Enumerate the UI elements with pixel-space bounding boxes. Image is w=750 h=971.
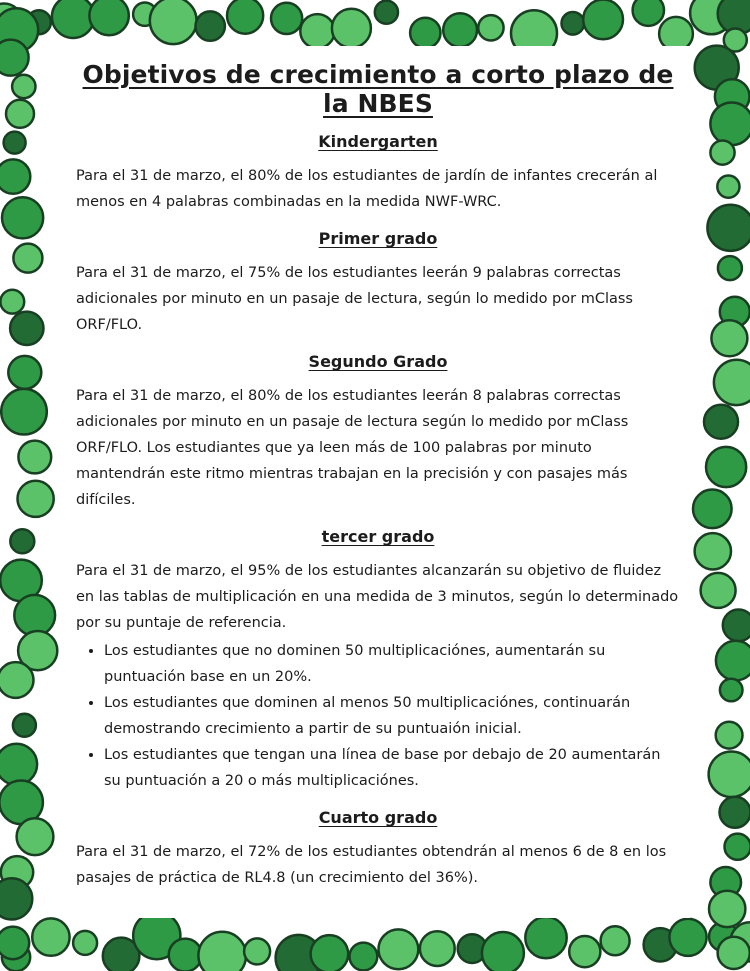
border-dot bbox=[6, 100, 34, 128]
border-dot bbox=[669, 919, 706, 956]
border-dot bbox=[723, 610, 750, 642]
border-dot bbox=[482, 932, 524, 971]
border-dot bbox=[711, 320, 747, 356]
border-dot bbox=[10, 312, 43, 345]
bullet-item: • Los estudiantes que tengan una línea de base por debajo de 20 aumentarán su puntuación a 20 o más multiplicaciónes. bbox=[104, 742, 680, 794]
border-dot bbox=[601, 926, 630, 955]
section-text: Para el 31 de marzo, el 80% de los estudiantes de jardín de infantes crecerán al menos en 4 palabras combinadas en la medida NWF-WRC. bbox=[76, 168, 658, 210]
section-text: Para el 31 de marzo, el 95% de los estudiantes alcanzarán su objetivo de fluidez en las tablas de multiplicación en una medida de 3 minutos, según lo determinado por su puntaje de referencia. bbox=[76, 563, 679, 631]
border-dot bbox=[701, 573, 736, 608]
document-body bbox=[76, 60, 680, 905]
border-dot bbox=[720, 797, 750, 828]
border-dot bbox=[227, 0, 263, 34]
border-dot bbox=[0, 40, 29, 76]
border-dot bbox=[375, 1, 398, 24]
border-dot bbox=[18, 441, 51, 474]
border-dot bbox=[17, 481, 53, 517]
border-dot bbox=[714, 360, 750, 405]
border-dot bbox=[704, 405, 738, 439]
border-dot bbox=[198, 932, 246, 971]
section-heading: Cuarto grado bbox=[318, 808, 438, 827]
section-heading: Primer grado bbox=[318, 229, 438, 248]
border-dot bbox=[8, 356, 41, 389]
border-dot bbox=[0, 290, 24, 314]
border-dot bbox=[169, 939, 202, 971]
border-dot bbox=[332, 9, 371, 48]
border-dot bbox=[710, 103, 750, 146]
border-dot bbox=[583, 0, 623, 39]
border-dot bbox=[710, 141, 734, 165]
border-dot bbox=[13, 244, 42, 273]
section-tercer-grado bbox=[76, 527, 680, 794]
border-dot bbox=[311, 935, 349, 971]
border-dot bbox=[73, 931, 97, 955]
border-dot bbox=[718, 937, 750, 969]
border-dot bbox=[0, 159, 30, 193]
border-dot bbox=[717, 176, 739, 198]
border-dot bbox=[633, 0, 664, 26]
border-dot bbox=[443, 13, 477, 47]
border-dot bbox=[525, 917, 566, 958]
border-dot bbox=[1, 389, 47, 435]
border-dot bbox=[4, 132, 26, 154]
border-dot bbox=[89, 0, 128, 35]
border-dot bbox=[0, 662, 34, 698]
border-dot bbox=[244, 938, 270, 964]
border-dot bbox=[695, 533, 731, 569]
bullet-item: • Los estudiantes que dominen al menos 50 multiplicaciónes, continuarán demostrando crecimiento a partir de su puntuaión inicial. bbox=[104, 690, 680, 742]
border-dot bbox=[410, 18, 440, 48]
border-dot bbox=[706, 447, 746, 487]
border-dot bbox=[420, 931, 455, 966]
section-primer-grado bbox=[76, 229, 680, 338]
border-dot bbox=[707, 205, 750, 251]
section-text: Para el 31 de marzo, el 75% de los estudiantes leerán 9 palabras correctas adicionales por minuto en un pasaje de lectura, según lo medido por mClass ORF/FLO. bbox=[76, 265, 633, 333]
border-dot bbox=[12, 75, 35, 98]
border-dot bbox=[2, 197, 43, 238]
border-dot bbox=[17, 818, 54, 855]
section-cuarto-grado bbox=[76, 808, 680, 891]
border-dot bbox=[52, 0, 94, 38]
border-dot bbox=[32, 918, 69, 955]
border-dot bbox=[693, 490, 732, 529]
border-dot bbox=[478, 15, 503, 40]
border-dot bbox=[725, 834, 750, 860]
border-dot bbox=[716, 641, 750, 681]
border-dot bbox=[13, 714, 36, 737]
border-dot bbox=[562, 12, 585, 35]
border-dot bbox=[716, 722, 743, 749]
section-text: Para el 31 de marzo, el 80% de los estudiantes leerán 8 palabras correctas adicionales por minuto en un pasaje de lectura según lo medido por mClass ORF/FLO. Los estudiantes que ya leen más de 100 palabras por minuto mantendrán este ritmo mientras trabajan en la precisión y con pasajes más difíciles. bbox=[76, 388, 629, 508]
section-heading: tercer grado bbox=[321, 527, 435, 546]
page-title: Objetivos de crecimiento a corto plazo de la NBES bbox=[82, 60, 674, 118]
border-dot bbox=[196, 11, 225, 40]
bullet-list bbox=[76, 638, 680, 794]
border-dot bbox=[718, 256, 742, 280]
border-dot bbox=[271, 3, 302, 34]
border-dot bbox=[350, 943, 378, 971]
section-segundo-grado bbox=[76, 352, 680, 513]
border-dot bbox=[709, 752, 750, 798]
border-dot bbox=[0, 878, 32, 919]
border-dot bbox=[720, 679, 743, 702]
border-dot bbox=[14, 595, 55, 636]
border-dot bbox=[0, 927, 29, 960]
border-dot bbox=[569, 936, 600, 967]
section-text: Para el 31 de marzo, el 72% de los estudiantes obtendrán al menos 6 de 8 en los pasajes de práctica de RL4.8 (un crecimiento del 36%). bbox=[76, 844, 667, 886]
bullet-item: • Los estudiantes que no dominen 50 multiplicaciónes, aumentarán su puntuación base en un 20%. bbox=[104, 638, 680, 690]
section-heading: Segundo Grado bbox=[308, 352, 448, 371]
border-dot bbox=[709, 891, 745, 927]
border-dot bbox=[10, 529, 34, 553]
section-heading: Kindergarten bbox=[318, 132, 438, 151]
border-dot bbox=[300, 14, 334, 48]
border-dot bbox=[379, 929, 419, 969]
border-dot bbox=[150, 0, 197, 44]
border-dot bbox=[0, 744, 37, 785]
section-kindergarten bbox=[76, 132, 680, 215]
